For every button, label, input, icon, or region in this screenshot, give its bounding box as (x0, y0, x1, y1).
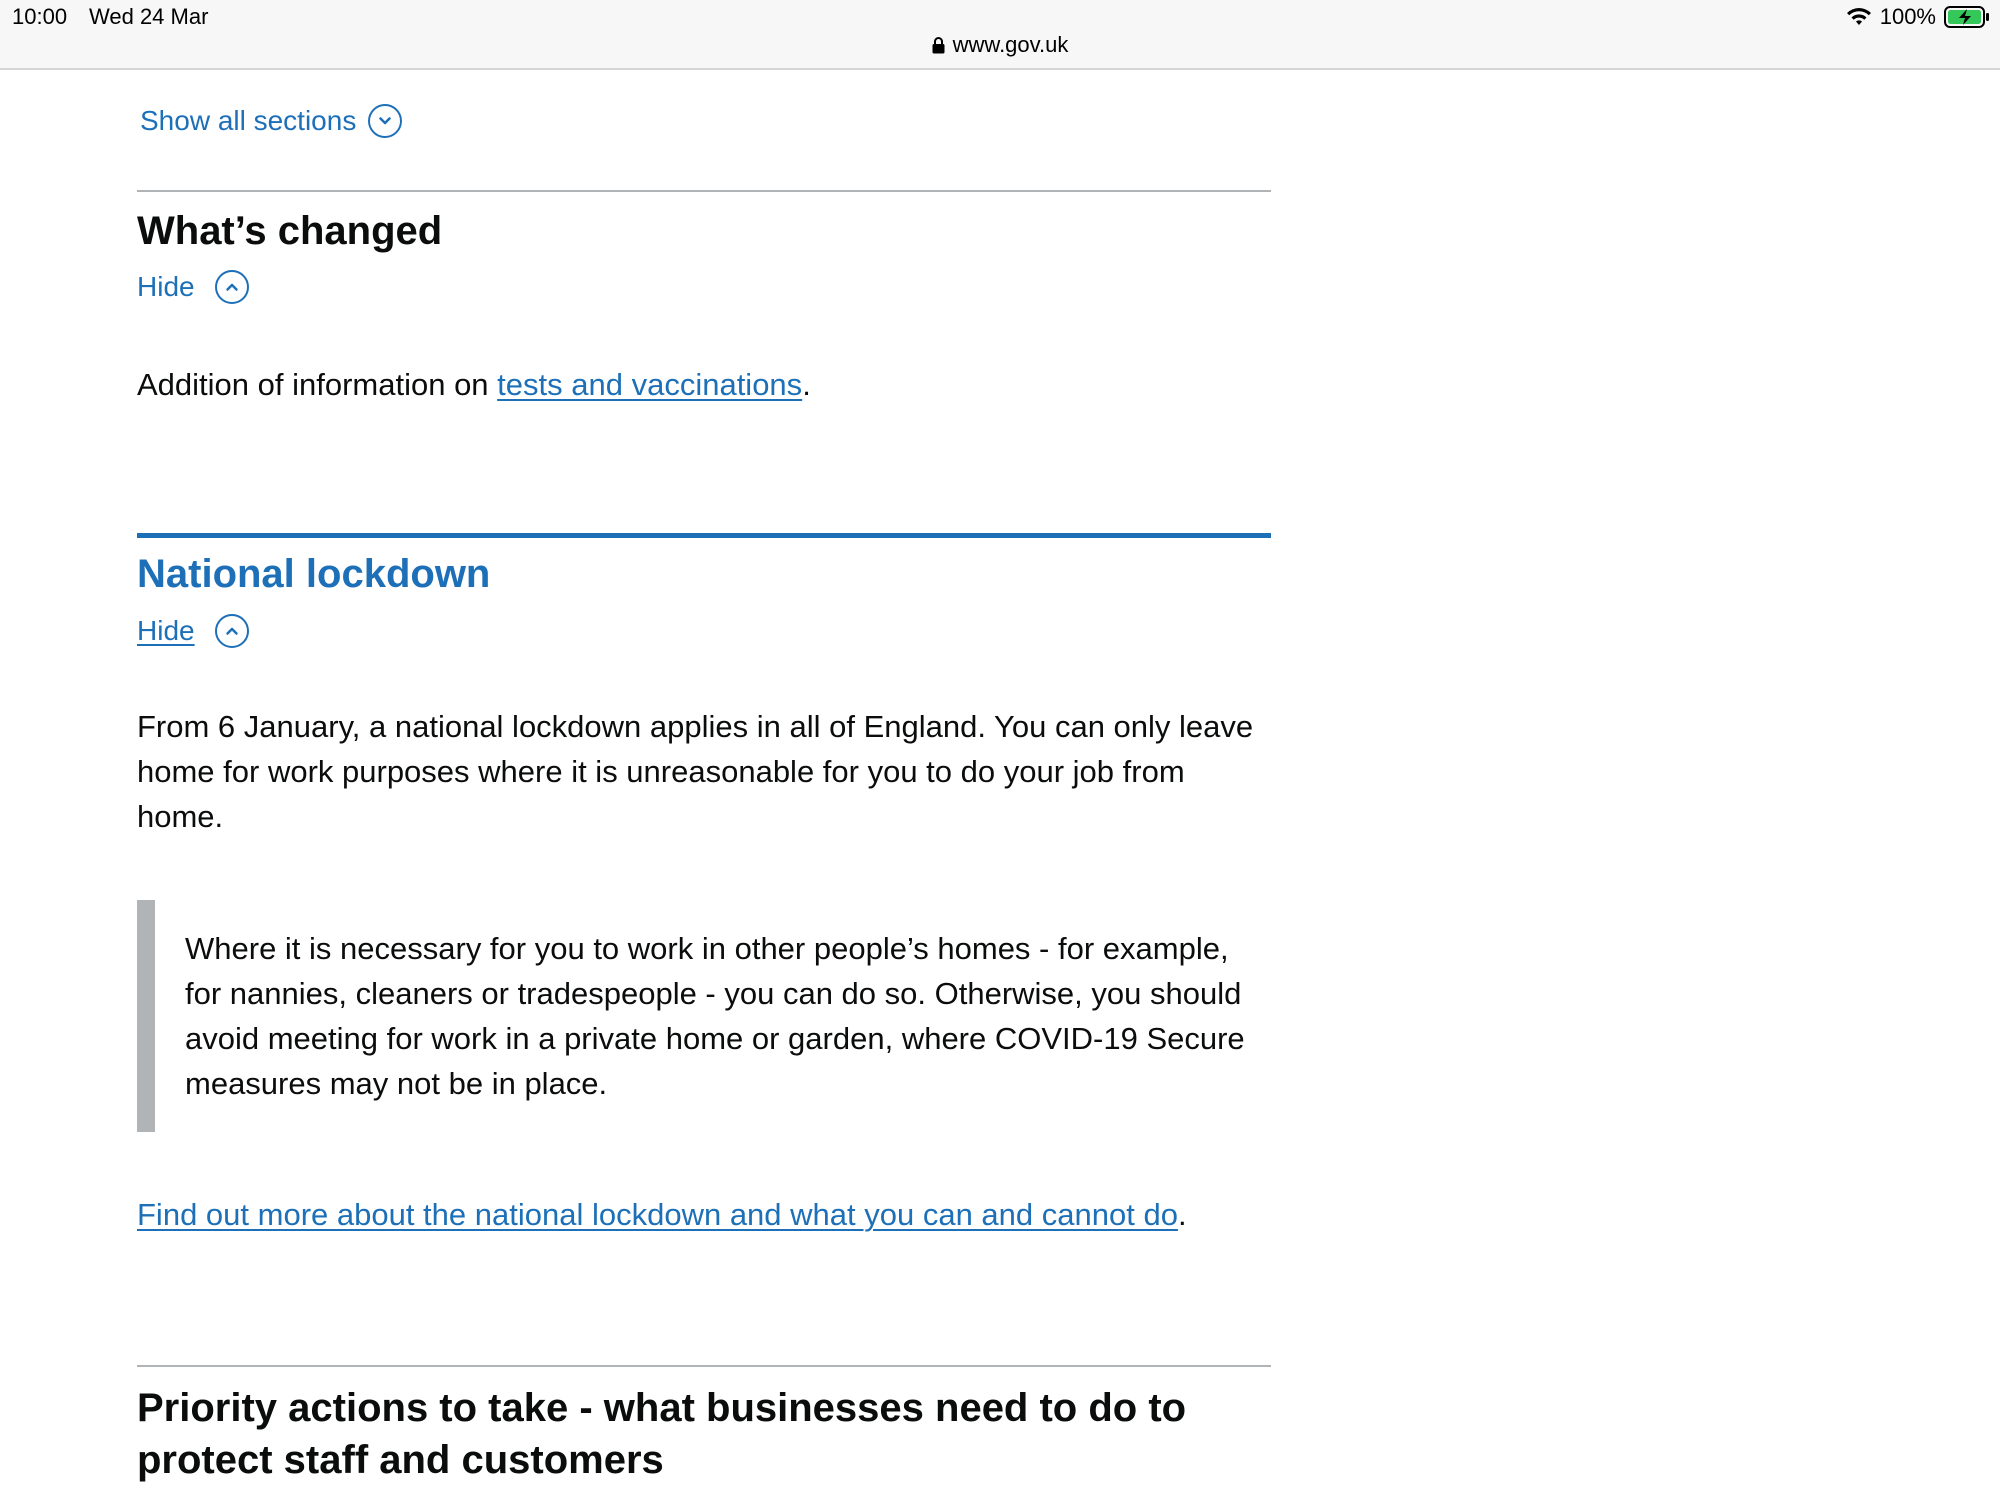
section-divider-active (137, 533, 1271, 538)
status-time: 10:00 (12, 4, 68, 29)
wifi-icon (1846, 7, 1872, 27)
battery-percentage: 100% (1879, 4, 1936, 29)
hide-label: Hide (137, 271, 195, 302)
status-bar (0, 0, 2000, 70)
chevron-up-icon (215, 270, 249, 304)
section-divider (137, 1365, 1271, 1367)
lockdown-more-info (137, 1192, 1187, 1237)
inset-text-content: Where it is necessary for you to work in other people’s homes - for example, for nannies, cleaners or tradespeople - you can do so. Otherwise, you should avoid meeting for work in a private home or garden, where COVID-19 Secure measures may not be in place. (185, 931, 1245, 1101)
hide-label: Hide (137, 615, 195, 646)
tests-and-vaccinations-link[interactable]: tests and vaccinations (497, 367, 803, 402)
priority-actions-heading[interactable]: Priority actions to take - what businesses need to do to protect staff and customers (137, 1386, 1187, 1482)
national-lockdown-info-link[interactable]: Find out more about the national lockdown and what you can and cannot do (137, 1197, 1178, 1232)
whats-changed-text-after: . (802, 367, 811, 402)
url-text: www.gov.uk (952, 32, 1069, 57)
whats-changed-heading: What’s changed (137, 209, 443, 253)
whats-changed-text (137, 362, 811, 407)
lockdown-link-after: . (1177, 1197, 1187, 1232)
inset-text (137, 900, 1271, 1132)
section-divider (137, 190, 1271, 192)
chevron-up-icon (215, 614, 249, 648)
address-bar[interactable] (0, 32, 2000, 58)
battery-charging-icon (1944, 5, 1990, 29)
national-lockdown-heading[interactable]: National lockdown (137, 552, 491, 596)
whats-changed-hide-toggle[interactable] (137, 270, 249, 304)
chevron-down-icon (368, 104, 402, 138)
lock-icon (932, 37, 945, 54)
status-date: Wed 24 Mar (89, 4, 209, 29)
national-lockdown-hide-toggle[interactable] (137, 614, 249, 648)
national-lockdown-paragraph: From 6 January, a national lockdown applies in all of England. You can only leave home for work purposes where it is unreasonable for you to do your job from home. (137, 709, 1254, 834)
status-indicators (1846, 4, 1990, 30)
show-all-sections-button[interactable] (140, 104, 402, 138)
whats-changed-text-before: Addition of information on (137, 367, 498, 402)
show-all-sections-label: Show all sections (140, 105, 357, 136)
